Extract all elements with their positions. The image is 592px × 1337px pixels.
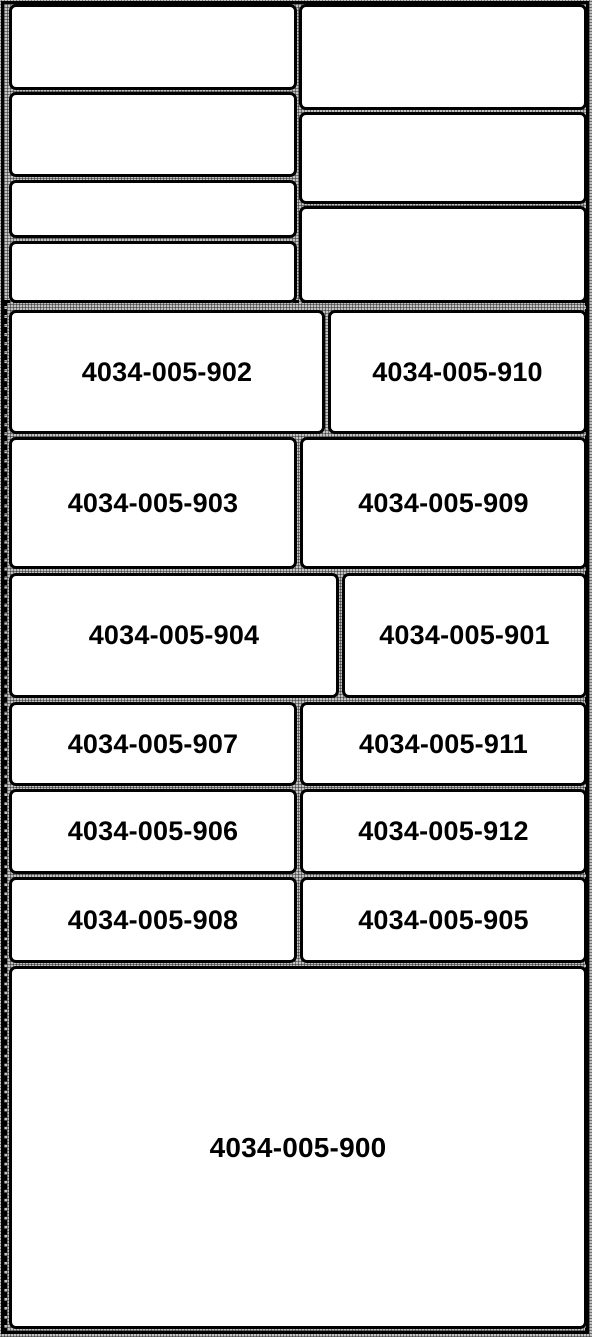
module-label: 4034-005-904 xyxy=(88,620,260,650)
module-910 xyxy=(328,310,587,434)
top-left-cell-3 xyxy=(9,180,297,238)
module-911 xyxy=(300,702,587,786)
top-left-cell-2 xyxy=(9,92,297,177)
top-left-cell-4 xyxy=(9,241,297,303)
module-label: 4034-005-907 xyxy=(67,728,239,759)
module-label: 4034-005-903 xyxy=(67,487,239,518)
module-904 xyxy=(9,573,339,698)
module-label: 4034-005-900 xyxy=(209,1131,387,1163)
module-907 xyxy=(9,702,297,786)
module-905 xyxy=(300,877,587,963)
module-909 xyxy=(300,437,587,569)
module-label: 4034-005-908 xyxy=(67,904,239,935)
module-label: 4034-005-902 xyxy=(81,356,253,387)
module-label: 4034-005-912 xyxy=(358,816,529,846)
module-label: 4034-005-911 xyxy=(358,728,529,759)
top-right-cell-3 xyxy=(299,206,587,303)
module-label: 4034-005-906 xyxy=(67,816,239,846)
module-912 xyxy=(300,789,587,874)
top-right-cell-2 xyxy=(299,112,587,204)
module-label: 4034-005-909 xyxy=(358,487,529,518)
module-label: 4034-005-910 xyxy=(372,356,543,387)
module-902 xyxy=(9,310,325,434)
module-906 xyxy=(9,789,297,874)
top-left-cell-1 xyxy=(9,4,297,90)
module-label: 4034-005-905 xyxy=(358,904,529,935)
section-divider xyxy=(4,300,588,303)
module-908 xyxy=(9,877,297,963)
module-901 xyxy=(342,573,587,698)
module-900 xyxy=(9,966,587,1329)
module-903 xyxy=(9,437,297,569)
module-label: 4034-005-901 xyxy=(379,620,550,650)
top-right-cell-1 xyxy=(299,4,587,110)
